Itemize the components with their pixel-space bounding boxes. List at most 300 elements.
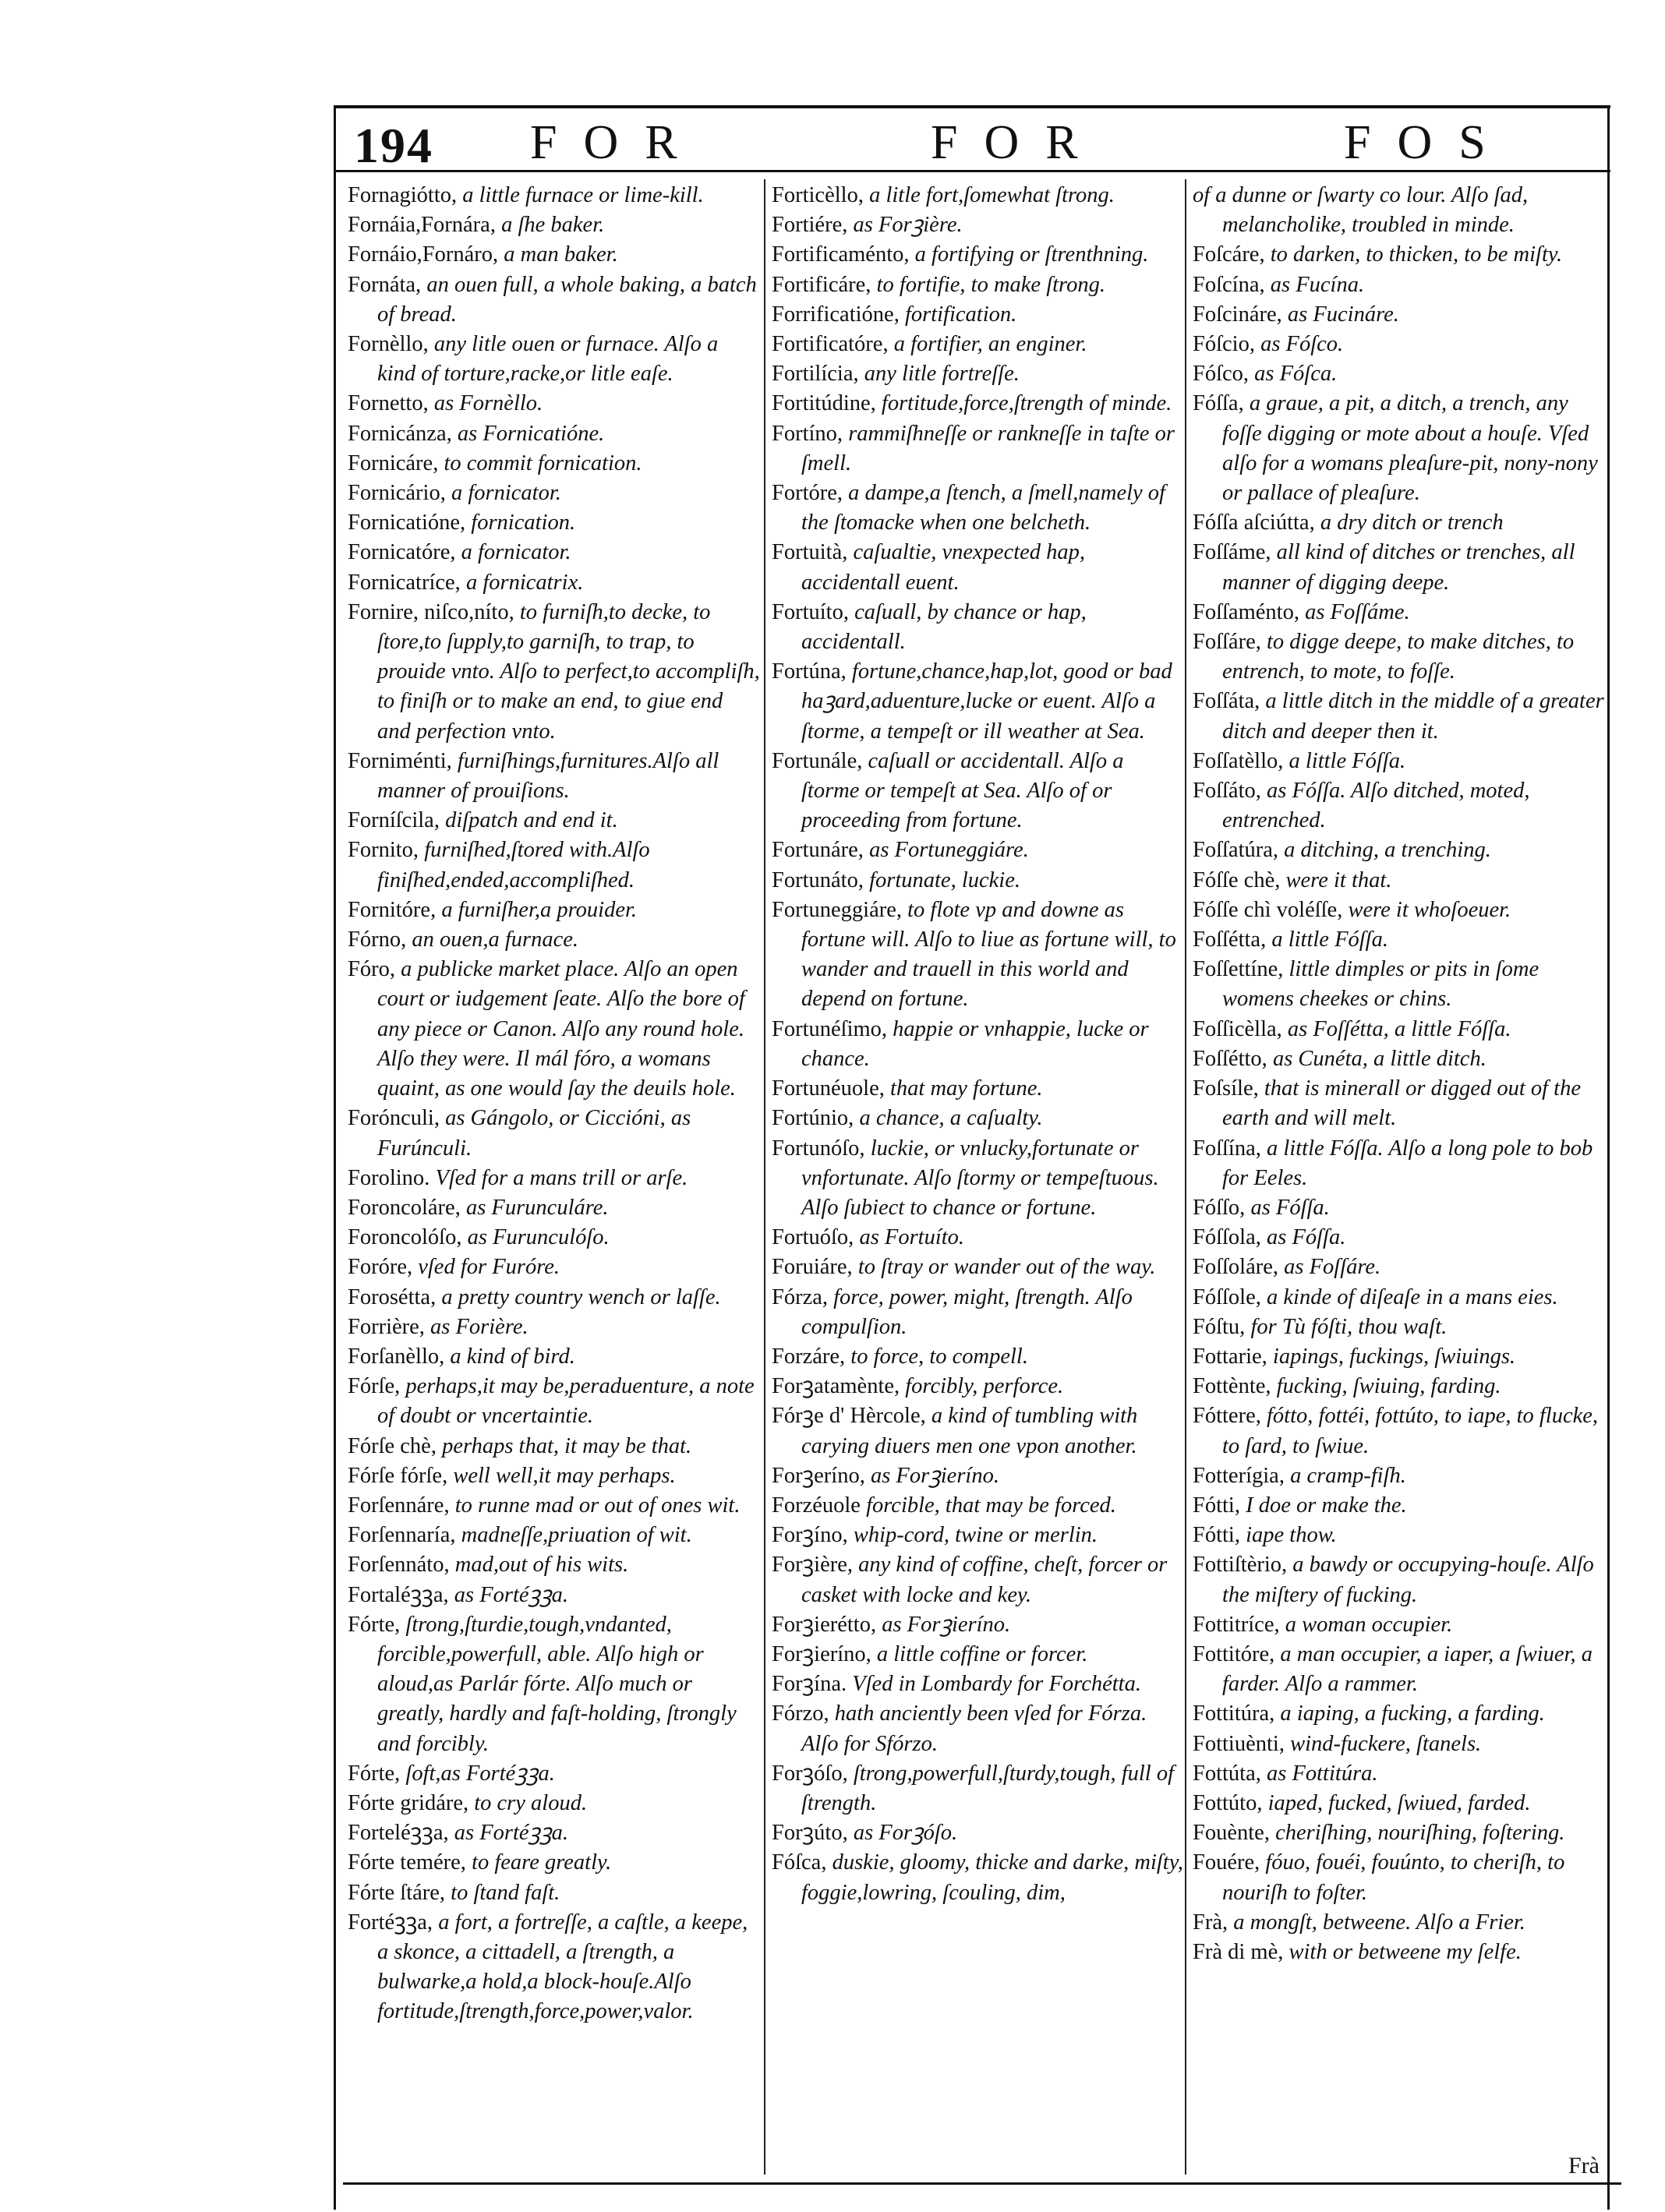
entry-definition: a fornicator.	[461, 540, 571, 565]
dictionary-entry	[348, 1759, 761, 1789]
right-rule	[1607, 105, 1610, 2210]
dictionary-entry	[1193, 330, 1606, 359]
entry-headword: Fornèllo,	[348, 332, 429, 357]
page-number: 194	[354, 118, 433, 173]
dictionary-entry	[772, 836, 1185, 865]
dictionary-entry	[348, 1223, 761, 1253]
entry-headword: Fortunáto,	[772, 867, 864, 892]
entry-definition: to commit fornication.	[444, 451, 642, 475]
entry-definition: a fortifier, an enginer.	[893, 332, 1087, 357]
dictionary-entry	[772, 1015, 1185, 1074]
entry-headword: Foſſaménto,	[1193, 599, 1299, 624]
entry-headword: Foſcína,	[1193, 272, 1265, 297]
entry-headword: Fortitúdine,	[772, 391, 876, 416]
entry-definition: Vſed for a mans trill or arſe.	[435, 1165, 688, 1190]
entry-definition: a kinde of diſeaſe in a mans eies.	[1267, 1284, 1558, 1309]
entry-definition: furniſhed,ſtored with.Alſo finiſhed,ended,accompliſhed.	[377, 838, 650, 892]
entry-definition: perhaps,it may be,peraduenture, a note of doubt or vncertaintie.	[377, 1374, 755, 1429]
entry-definition: a woman occupier.	[1285, 1612, 1453, 1637]
entry-definition: to fortifie, to make ſtrong.	[876, 272, 1105, 297]
entry-headword: Foſſáta,	[1193, 689, 1260, 714]
entry-headword: Fóſſa aſciútta,	[1193, 511, 1315, 535]
entry-headword: Fóttere,	[1193, 1404, 1261, 1429]
entry-definition: as Forière.	[430, 1314, 528, 1339]
entry-definition: a dry ditch or trench	[1320, 511, 1504, 535]
entry-headword: Fortilícia,	[772, 362, 859, 387]
dictionary-entry	[348, 419, 761, 449]
entry-headword: Fortunéuole,	[772, 1076, 885, 1101]
entry-headword: Forꝫierétto,	[772, 1612, 877, 1637]
entry-headword: Forníſcila,	[348, 808, 440, 833]
entry-headword: Fornicatríce,	[348, 570, 461, 595]
entry-headword: Fortúnio,	[772, 1106, 854, 1131]
entry-headword: Fórte,	[348, 1612, 401, 1637]
dictionary-entry	[348, 568, 761, 598]
entry-definition: as Fottitúra.	[1267, 1761, 1378, 1786]
entry-definition: fortune,chance,hap,lot, good or bad haꝫard,aduenture,lucke or euent. Alſo a ſtorme, a tempeſt or ill weather at Sea.	[801, 659, 1172, 744]
entry-headword: Forꝫúto,	[772, 1821, 848, 1846]
dictionary-entry	[348, 1789, 761, 1818]
entry-headword: Fottènte,	[1193, 1374, 1271, 1399]
dictionary-entry	[348, 1164, 761, 1193]
entry-headword: Fortuíto,	[772, 599, 849, 624]
entry-headword: Fóſſa,	[1193, 391, 1244, 416]
entry-definition: I doe or make the.	[1246, 1493, 1407, 1518]
dictionary-entry	[348, 925, 761, 955]
entry-definition: to cry aloud.	[474, 1790, 588, 1815]
entry-definition: to flote vp and downe as fortune will. Alſo to liue as fortune will, to wander and trauell in this world and depend on fortune.	[801, 897, 1176, 1012]
entry-definition: fortunate, luckie.	[869, 867, 1020, 892]
dictionary-entry	[1193, 836, 1606, 865]
running-header	[343, 109, 1606, 173]
dictionary-entry	[772, 389, 1185, 419]
entry-definition: as Fóſſa.	[1267, 1225, 1346, 1250]
entry-headword: Foſſicèlla,	[1193, 1016, 1282, 1041]
entry-definition: as Forꝫieríno.	[882, 1612, 1011, 1637]
entry-headword: Forónculi,	[348, 1106, 440, 1131]
entry-headword: Forꝫóſo,	[772, 1761, 848, 1786]
dictionary-entry	[1193, 627, 1606, 687]
entry-definition: a graue, a pit, a ditch, a trench, any foſſe digging or mote about a houſe. Vſed alſo for a womans pleaſure-pit, nony-nony or pallace of pleaſure.	[1222, 391, 1598, 506]
entry-headword: Forſennáto,	[348, 1553, 450, 1578]
entry-definition: mad,out of his wits.	[454, 1553, 629, 1578]
dictionary-entry	[348, 538, 761, 567]
left-running-head: FOR	[530, 116, 704, 169]
entry-headword: Fornáio,Fornáro,	[348, 242, 499, 267]
dictionary-entry	[772, 359, 1185, 389]
bottom-rule	[343, 2182, 1621, 2185]
entry-definition: to darken, to thicken, to be miſty.	[1270, 242, 1563, 267]
dictionary-entry	[1193, 1223, 1606, 1253]
dictionary-entry	[348, 330, 761, 389]
entry-definition: as Fucína.	[1270, 272, 1365, 297]
entry-headword: Foſcináre,	[1193, 302, 1282, 327]
entry-definition: as Forꝫière.	[853, 213, 963, 238]
entry-definition: for Tù fóſti, thou waſt.	[1250, 1314, 1448, 1339]
entry-headword: Forzáre,	[772, 1344, 846, 1369]
dictionary-entry	[348, 210, 761, 240]
entry-definition: as Gángolo, or Ciccióni, as Furúnculi.	[377, 1106, 691, 1161]
entry-definition: fóuo, fouéi, fouúnto, to cheriſh, to nouriſh to foſter.	[1222, 1850, 1565, 1905]
entry-headword: Fórſe fórſe,	[348, 1463, 448, 1488]
entry-headword: Fortiére,	[772, 213, 848, 238]
entry-definition: a ſhe baker.	[501, 213, 605, 238]
dictionary-entry	[1193, 896, 1606, 925]
entry-headword: Fóſca,	[772, 1850, 827, 1875]
entry-definition: any litle ouen or furnace. Alſo a kind of torture,racke,or litle eaſe.	[377, 332, 719, 387]
dictionary-entry	[772, 1223, 1185, 1253]
dictionary-entry	[1193, 1074, 1606, 1133]
dictionary-entry	[348, 240, 761, 270]
entry-definition: as Fortuíto.	[859, 1225, 965, 1250]
entry-definition: caſuall, by chance or hap, accidentall.	[801, 599, 1087, 655]
entry-headword: Fórſe,	[348, 1374, 401, 1399]
dictionary-entry	[348, 747, 761, 806]
entry-headword: Fouére,	[1193, 1850, 1260, 1875]
entry-headword: Forticèllo,	[772, 183, 864, 207]
dictionary-entry	[348, 1521, 761, 1550]
dictionary-entry	[772, 479, 1185, 538]
left-rule	[334, 105, 336, 2210]
entry-definition: fótto, fottéi, fottúto, to iape, to flucke, to ſard, to ſwiue.	[1222, 1404, 1599, 1458]
right-running-head: FOS	[1344, 116, 1512, 169]
entry-headword: Foſſatèllo,	[1193, 748, 1284, 773]
entry-definition: diſpatch and end it.	[445, 808, 618, 833]
entry-definition: a little Fóſſa. Alſo a long pole to bob for Eeles.	[1222, 1136, 1593, 1190]
entry-definition: a little ditch in the middle of a greater ditch and deeper then it.	[1222, 689, 1604, 744]
dictionary-entry	[348, 449, 761, 479]
entry-definition: a little Fóſſa.	[1289, 748, 1406, 773]
entry-headword: Fortóre,	[772, 481, 843, 506]
entry-definition: as Fóſſa.	[1250, 1195, 1330, 1220]
entry-headword: Foſſétto,	[1193, 1046, 1267, 1071]
entry-definition: fornication.	[471, 511, 576, 535]
dictionary-entry	[348, 270, 761, 330]
dictionary-entry	[1193, 1283, 1606, 1313]
entry-definition: as Fortéꝫꝫa.	[454, 1582, 569, 1607]
entry-definition: fortification.	[904, 302, 1017, 327]
entry-headword: Forſanèllo,	[348, 1344, 445, 1369]
entry-definition: a fort, a fortreſſe, a caſtle, a keepe, a skonce, a cittadell, a ſtrength, a bulwarke,a hold,a block-houſe.Alſo fortitude,ſtrength,force,power,valor.	[377, 1910, 748, 2024]
entry-definition: as Fortéꝫꝫa.	[454, 1821, 569, 1846]
dictionary-entry	[1193, 538, 1606, 597]
entry-headword: Fóſſole,	[1193, 1284, 1261, 1309]
entry-headword: Fottarie,	[1193, 1344, 1267, 1369]
dictionary-entry	[772, 1521, 1185, 1550]
entry-definition: happie or vnhappie, lucke or chance.	[801, 1016, 1149, 1071]
entry-headword: Foſcáre,	[1193, 242, 1265, 267]
entry-definition: that may fortune.	[889, 1076, 1043, 1101]
dictionary-entry	[772, 747, 1185, 836]
entry-definition: as Forꝫieríno.	[870, 1463, 999, 1488]
dictionary-entry	[772, 300, 1185, 330]
entry-headword: Fortunéſimo,	[772, 1016, 888, 1041]
dictionary-entry	[348, 1878, 761, 1908]
dictionary-entry	[1193, 1610, 1606, 1640]
entry-headword: Frà di mè,	[1193, 1939, 1284, 1964]
entry-headword: Fóſſe chè,	[1193, 867, 1281, 892]
entry-definition: to ſtray or wander out of the way.	[857, 1255, 1156, 1280]
dictionary-entry	[772, 1134, 1185, 1224]
entry-definition: a furniſher,a prouider.	[441, 897, 638, 922]
dictionary-entry	[348, 1610, 761, 1759]
dictionary-entry	[348, 1193, 761, 1223]
entry-headword: Fórte gridáre,	[348, 1790, 469, 1815]
entry-headword: Fottúto,	[1193, 1790, 1263, 1815]
dictionary-entry	[1193, 1313, 1606, 1342]
column-divider	[1185, 179, 1186, 2175]
dictionary-column-3	[1193, 181, 1606, 1967]
dictionary-entry	[348, 1253, 761, 1282]
dictionary-entry	[1193, 955, 1606, 1014]
entry-definition: any litle fortreſſe.	[864, 362, 1020, 387]
entry-headword: Fóſcio,	[1193, 332, 1255, 357]
dictionary-entry	[1193, 1938, 1606, 1967]
entry-headword: Fórzo,	[772, 1701, 829, 1726]
dictionary-entry	[772, 330, 1185, 359]
entry-headword: Fortificaménto,	[772, 242, 910, 267]
dictionary-entry	[1193, 389, 1606, 508]
entry-definition: luckie, or vnlucky,fortunate or vnfortunate. Alſo ſtormy or tempeſtuous. Alſo ſubiect to chance or fortune.	[801, 1136, 1159, 1220]
entry-definition: to digge deepe, to make ditches, to entrench, to mote, to foſſe.	[1222, 630, 1575, 684]
entry-definition: a dampe,a ſtench, a ſmell,namely of the ſtomacke when one belcheth.	[801, 481, 1165, 535]
dictionary-entry	[348, 1432, 761, 1461]
dictionary-entry	[1193, 270, 1606, 300]
entry-definition: a man baker.	[504, 242, 618, 267]
entry-definition: a litle fort,ſomewhat ſtrong.	[869, 183, 1115, 207]
dictionary-entry	[1193, 1640, 1606, 1699]
entry-definition: a kind of tumbling with carying diuers men one vpon another.	[801, 1404, 1138, 1458]
dictionary-entry	[772, 1461, 1185, 1491]
dictionary-entry	[348, 1461, 761, 1491]
entry-headword: Forꝫeríno,	[772, 1463, 865, 1488]
entry-definition: vſed for Furóre.	[418, 1255, 560, 1280]
dictionary-entry	[1193, 300, 1606, 330]
dictionary-entry	[1193, 866, 1606, 896]
dictionary-entry	[1193, 1730, 1606, 1759]
entry-definition: as Fucináre.	[1287, 302, 1399, 327]
entry-headword: Foſſoláre,	[1193, 1255, 1279, 1280]
entry-headword: Fótti,	[1193, 1493, 1240, 1518]
entry-headword: Fornetto,	[348, 391, 429, 416]
entry-headword: Fornicário,	[348, 481, 446, 506]
entry-definition: as Foſſétta, a little Fóſſa.	[1287, 1016, 1511, 1041]
entry-headword: Fóſſo,	[1193, 1195, 1246, 1220]
entry-definition: a publicke market place. Alſo an open court or iudgement ſeate. Alſo the bore of any piece or Canon. Alſo any round hole. Alſo they were. Il mál fóro, a womans quaint, as one would ſay the deuils hole.	[377, 957, 745, 1101]
entry-headword: Forꝫíno,	[772, 1523, 848, 1548]
dictionary-entry	[772, 1283, 1185, 1342]
entry-definition: duskie, gloomy, thicke and darke, miſty, foggie,lowring, ſcouling, dim,	[801, 1850, 1183, 1905]
entry-definition: madneſſe,priuation of wit.	[461, 1523, 692, 1548]
entry-definition: a fornicatrix.	[465, 570, 584, 595]
entry-definition: that is minerall or digged out of the earth and will melt.	[1222, 1076, 1581, 1131]
entry-headword: Fotterígia,	[1193, 1463, 1285, 1488]
entry-definition: iape thow.	[1246, 1523, 1337, 1548]
dictionary-entry	[772, 1401, 1185, 1461]
entry-headword: Fortificáre,	[772, 272, 871, 297]
entry-headword: Foſſína,	[1193, 1136, 1261, 1161]
entry-definition: all kind of ditches or trenches, all manner of digging deepe.	[1222, 540, 1575, 595]
entry-headword: Foſſáme,	[1193, 540, 1271, 565]
dictionary-entry	[1193, 925, 1606, 955]
entry-definition: a fornicator.	[451, 481, 561, 506]
entry-headword: Fottitríce,	[1193, 1612, 1280, 1637]
dictionary-entry	[348, 1818, 761, 1848]
dictionary-entry	[348, 1104, 761, 1163]
entry-headword: Fórꝫe d' Hèrcole,	[772, 1404, 926, 1429]
entry-headword: Foroncolóſo,	[348, 1225, 462, 1250]
dictionary-entry	[772, 1372, 1185, 1401]
entry-definition: an ouen,a furnace.	[412, 928, 579, 952]
entry-headword: Foruiáre,	[772, 1255, 853, 1280]
dictionary-entry	[1193, 776, 1606, 836]
entry-definition: as Foſſáme.	[1305, 599, 1410, 624]
dictionary-entry	[772, 1818, 1185, 1848]
entry-definition: ſtrong,ſturdie,tough,vndanted, forcible,powerfull, able. Alſo high or aloud,as Parlár fórte. Alſo much or greatly, hardly and faſt-holding, ſtrongly and forcibly.	[377, 1612, 737, 1756]
entry-definition: a cramp-fiſh.	[1290, 1463, 1406, 1488]
dictionary-entry	[348, 181, 761, 210]
dictionary-entry	[1193, 1044, 1606, 1074]
entry-definition: caſuall or accidentall. Alſo a ſtorme or tempeſt at Sea. Alſo of or proceeding from fortune.	[801, 748, 1124, 833]
dictionary-entry	[348, 1491, 761, 1521]
entry-headword: Fornicáre,	[348, 451, 439, 475]
dictionary-entry	[348, 1581, 761, 1610]
entry-definition: cheriſhing, nouriſhing, foſtering.	[1275, 1821, 1565, 1846]
dictionary-entry	[1193, 1521, 1606, 1550]
dictionary-entry	[1193, 1848, 1606, 1907]
entry-definition: as Fóſca.	[1254, 362, 1338, 387]
entry-definition: fortitude,force,ſtrength of minde.	[881, 391, 1172, 416]
entry-headword: Fornire, niſco,níto,	[348, 599, 514, 624]
entry-headword: Fottiſtèrio,	[1193, 1553, 1288, 1578]
entry-definition: were it that.	[1285, 867, 1392, 892]
entry-definition: Vſed in Lombardy for Forchétta.	[852, 1672, 1141, 1697]
entry-headword: Fórſe chè,	[348, 1433, 437, 1458]
entry-definition: a ditching, a trenching.	[1284, 838, 1491, 863]
dictionary-entry	[1193, 1253, 1606, 1282]
entry-headword: Fórno,	[348, 928, 407, 952]
entry-headword: Fortuneggiáre,	[772, 897, 902, 922]
dictionary-entry	[772, 1253, 1185, 1282]
dictionary-entry	[772, 1848, 1185, 1907]
entry-definition: force, power, might, ſtrength. Alſo compulſion.	[801, 1284, 1133, 1339]
entry-headword: Fortéꝫꝫa,	[348, 1910, 433, 1935]
entry-headword: Fóſtu,	[1193, 1314, 1246, 1339]
entry-headword: Fóſſola,	[1193, 1225, 1261, 1250]
dictionary-entry	[772, 538, 1185, 597]
entry-definition: a pretty country wench or laſſe.	[441, 1284, 721, 1309]
dictionary-column-2	[772, 181, 1185, 1908]
entry-definition: caſualtie, vnexpected hap, accidentall euent.	[801, 540, 1086, 595]
dictionary-entry	[1193, 1015, 1606, 1044]
dictionary-entry	[348, 1550, 761, 1580]
dictionary-entry	[772, 1640, 1185, 1670]
entry-definition: ſoft,as Fortéꝫꝫa.	[405, 1761, 555, 1786]
entry-definition: a man occupier, a iaper, a ſwiuer, a farder. Alſo a rammer.	[1222, 1641, 1593, 1697]
dictionary-entry	[1193, 240, 1606, 270]
dictionary-entry	[772, 1342, 1185, 1372]
dictionary-entry	[1193, 1193, 1606, 1223]
entry-definition: a kind of bird.	[450, 1344, 575, 1369]
entry-headword: Forrificatióne,	[772, 302, 900, 327]
entry-definition: a bawdy or occupying-houſe. Alſo the miſtery of fucking.	[1222, 1553, 1594, 1607]
entry-definition: were it whoſoeuer.	[1348, 897, 1511, 922]
dictionary-entry	[348, 1372, 761, 1431]
entry-definition: forcibly, perforce.	[905, 1374, 1064, 1399]
entry-headword: Forrière,	[348, 1314, 425, 1339]
entry-definition: as Cunéta, a little ditch.	[1272, 1046, 1486, 1071]
entry-headword: Fornicatióne,	[348, 511, 466, 535]
dictionary-entry	[348, 1342, 761, 1372]
entry-headword: Foróre,	[348, 1255, 413, 1280]
catchword: Frà	[1568, 2153, 1600, 2178]
entry-headword: Forꝫieríno,	[772, 1641, 871, 1666]
entry-headword: Foſſétta,	[1193, 928, 1267, 952]
entry-headword: Fottiuènti,	[1193, 1731, 1285, 1756]
entry-headword: Fornáia,Fornára,	[348, 213, 496, 238]
dictionary-entry	[772, 270, 1185, 300]
center-running-head: FOR	[931, 116, 1105, 169]
entry-definition: as Forꝫóſo.	[853, 1821, 958, 1846]
entry-headword: Foſsíle,	[1193, 1076, 1259, 1101]
dictionary-entry	[772, 1759, 1185, 1818]
entry-definition: a little Fóſſa.	[1271, 928, 1388, 952]
entry-definition: as Fóſſa. Alſo ditched, moted, entrenched.	[1222, 779, 1530, 833]
entry-headword: Fóro,	[348, 957, 395, 982]
entry-definition: a mongſt, betweene. Alſo a Frier.	[1233, 1910, 1525, 1935]
dictionary-entry	[772, 657, 1185, 747]
dictionary-entry	[1193, 747, 1606, 776]
entry-definition: forcible, that may be forced.	[866, 1493, 1116, 1518]
entry-definition: as Furunculóſo.	[467, 1225, 610, 1250]
dictionary-entry	[772, 1670, 1185, 1699]
dictionary-entry	[348, 836, 761, 895]
entry-definition: fucking, ſwiuing, farding.	[1276, 1374, 1501, 1399]
entry-definition: whip-cord, twine or merlin.	[853, 1523, 1098, 1548]
dictionary-entry	[348, 896, 761, 925]
dictionary-entry	[772, 1610, 1185, 1640]
entry-headword: Fortaléꝫꝫa,	[348, 1582, 449, 1607]
entry-definition: as Fornicatióne.	[457, 421, 605, 446]
entry-headword: Forosétta,	[348, 1284, 437, 1309]
dictionary-entry	[772, 1699, 1185, 1758]
entry-definition: rammiſhneſſe or rankneſſe in taſte or ſmell.	[801, 421, 1175, 475]
entry-headword: Fottúta,	[1193, 1761, 1261, 1786]
entry-definition: iaped, fucked, ſwiued, farded.	[1267, 1790, 1531, 1815]
dictionary-entry	[1193, 1818, 1606, 1848]
entry-definition: to runne mad or out of ones wit.	[454, 1493, 741, 1518]
entry-definition: as Fornèllo.	[433, 391, 543, 416]
entry-definition: hath anciently been vſed for Fórza. Alſo for Sfórzo.	[801, 1701, 1147, 1756]
dictionary-entry	[772, 1104, 1185, 1133]
entry-headword: Forꝫína.	[772, 1672, 847, 1697]
entry-headword: Fornito,	[348, 838, 419, 863]
dictionary-entry	[772, 240, 1185, 270]
entry-headword: Fortuóſo,	[772, 1225, 854, 1250]
dictionary-entry	[1193, 359, 1606, 389]
entry-definition: to ſtand faſt.	[451, 1880, 560, 1905]
entry-definition: ſtrong,powerfull,ſturdy,tough, full of ſtrength.	[801, 1761, 1174, 1815]
entry-headword: Foſſáto,	[1193, 779, 1261, 804]
entry-definition: little dimples or pits in ſome womens cheekes or chins.	[1222, 957, 1540, 1012]
entry-headword: Fórte temére,	[348, 1850, 466, 1875]
entry-definition: to furniſh,to decke, to ſtore,to ſupply,to garniſh, to trap, to prouide vnto. Alſo to perfect,to accompliſh, to finiſh or to make an end, to giue end and perfection vnto.	[377, 599, 760, 744]
dictionary-entry	[1193, 1372, 1606, 1401]
entry-headword: Fortunále,	[772, 748, 863, 773]
entry-headword: Fottitúra,	[1193, 1701, 1275, 1726]
entry-definition: wind-fuckere, ſtanels.	[1290, 1731, 1482, 1756]
dictionary-entry	[348, 389, 761, 419]
